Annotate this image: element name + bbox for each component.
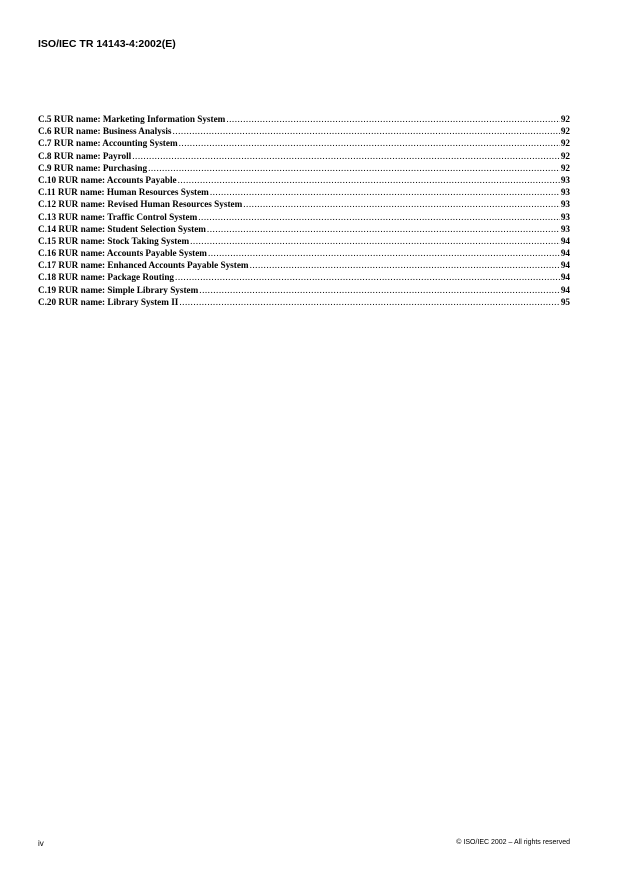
- toc-entry[interactable]: [38, 150, 570, 162]
- toc-entry[interactable]: [38, 247, 570, 259]
- toc-entry-label: C.15 RUR name: Stock Taking System: [38, 235, 190, 246]
- toc-dot-leader: [243, 198, 560, 210]
- toc-entry-label: C.13 RUR name: Traffic Control System: [38, 211, 198, 222]
- toc-entry[interactable]: [38, 125, 570, 137]
- toc-entry[interactable]: [38, 113, 570, 125]
- copyright-notice: © ISO/IEC 2002 – All rights reserved: [456, 839, 570, 846]
- toc-dot-leader: [226, 113, 560, 125]
- toc-entry-label: C.11 RUR name: Human Resources System: [38, 187, 209, 198]
- toc-entry-label: C.20 RUR name: Library System II: [38, 296, 179, 307]
- toc-dot-leader: [190, 235, 560, 247]
- toc-dot-leader: [175, 271, 560, 283]
- toc-dot-leader: [208, 247, 560, 259]
- toc-entry[interactable]: [38, 271, 570, 283]
- toc-entry-page: 94: [560, 235, 570, 246]
- toc-entry-label: C.12 RUR name: Revised Human Resources System: [38, 199, 243, 210]
- toc-entry-page: 92: [560, 162, 570, 173]
- toc-entry[interactable]: [38, 223, 570, 235]
- toc-dot-leader: [207, 223, 560, 235]
- toc-dot-leader: [199, 284, 560, 296]
- toc-entry-page: 93: [560, 174, 570, 185]
- toc-entry-label: C.6 RUR name: Business Analysis: [38, 126, 172, 137]
- toc-dot-leader: [148, 162, 560, 174]
- toc-dot-leader: [198, 211, 560, 223]
- toc-entry-label: C.14 RUR name: Student Selection System: [38, 223, 206, 234]
- toc-entry-label: C.18 RUR name: Package Routing: [38, 272, 175, 283]
- toc-entry-label: C.17 RUR name: Enhanced Accounts Payable System: [38, 260, 249, 271]
- toc-entry-page: 92: [560, 138, 570, 149]
- toc-entry-page: 92: [560, 126, 570, 137]
- toc-entry-page: 95: [560, 296, 570, 307]
- toc-dot-leader: [210, 186, 560, 198]
- toc-entry-page: 93: [560, 211, 570, 222]
- toc-entry-page: 93: [560, 199, 570, 210]
- toc-entry[interactable]: [38, 211, 570, 223]
- toc-entry-page: 94: [560, 248, 570, 259]
- toc-entry-page: 92: [560, 114, 570, 124]
- toc-entry-page: 93: [560, 223, 570, 234]
- toc-dot-leader: [179, 296, 559, 308]
- toc-entry-page: 94: [560, 284, 570, 295]
- toc-entry-label: C.9 RUR name: Purchasing: [38, 162, 148, 173]
- toc-dot-leader: [179, 137, 560, 149]
- document-header: ISO/IEC TR 14143-4:2002(E): [38, 38, 176, 50]
- toc-entry-label: C.10 RUR name: Accounts Payable: [38, 174, 177, 185]
- toc-dot-leader: [250, 259, 560, 271]
- toc-entry[interactable]: [38, 186, 570, 198]
- toc-entry[interactable]: [38, 162, 570, 174]
- toc-entry-page: 93: [560, 187, 570, 198]
- toc-entry[interactable]: [38, 284, 570, 296]
- toc-entry-label: C.8 RUR name: Payroll: [38, 150, 132, 161]
- toc-dot-leader: [178, 174, 560, 186]
- toc-entry[interactable]: [38, 296, 570, 308]
- toc-entry-label: C.19 RUR name: Simple Library System: [38, 284, 199, 295]
- toc-entry-label: C.7 RUR name: Accounting System: [38, 138, 178, 149]
- toc-entry-page: 94: [560, 272, 570, 283]
- toc-entry[interactable]: [38, 198, 570, 210]
- page-number: iv: [38, 839, 44, 848]
- toc-entry-label: C.5 RUR name: Marketing Information System: [38, 114, 226, 124]
- toc-entry-page: 94: [560, 260, 570, 271]
- toc-entry[interactable]: [38, 235, 570, 247]
- toc-entry[interactable]: [38, 137, 570, 149]
- toc-dot-leader: [132, 150, 560, 162]
- toc-entry[interactable]: [38, 174, 570, 186]
- toc-entry-page: 92: [560, 150, 570, 161]
- toc-entry[interactable]: [38, 259, 570, 271]
- toc-dot-leader: [173, 125, 560, 137]
- toc-entry-label: C.16 RUR name: Accounts Payable System: [38, 248, 207, 259]
- table-of-contents: [38, 113, 570, 308]
